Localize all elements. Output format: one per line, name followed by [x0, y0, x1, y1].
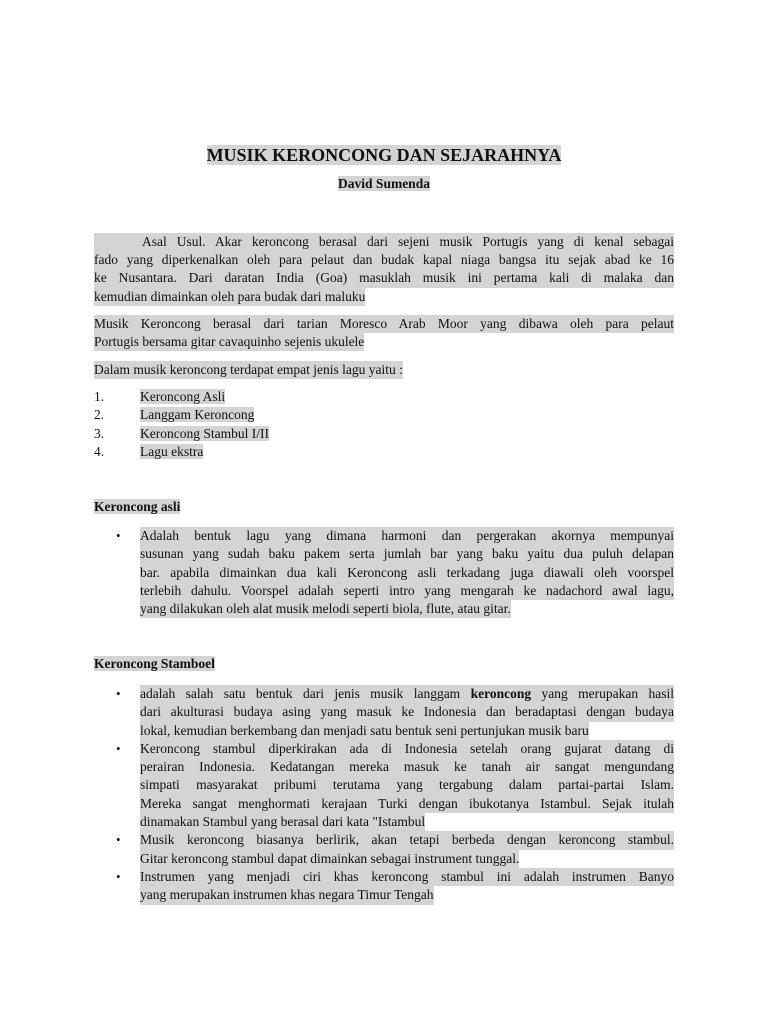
list-item: • Keroncong stambul diperkirakan ada di Indonesia setelah orang gujarat datang di perairan Indonesia. Kedatangan mereka masuk ke tanah air sangat mengundang simpati masyarakat pribumi terutama yang tergabung dalam partai-partai Islam. Mereka sangat menghormati kerajaan Turki dengan ibukotanya Istambul. Sejak itulah dinamakan Stambul yang berasal dari kata "Istambul	[94, 740, 674, 831]
list-item: • Musik keroncong biasanya berlirik, akan tetapi berbeda dengan keroncong stambul. Gitar keroncong stambul dapat dimainkan sebagai instrument tunggal.	[94, 831, 674, 868]
list-item: 2. Langgam Keroncong	[94, 407, 255, 423]
keroncong-stamboel-list	[94, 685, 674, 905]
list-item: • Instrumen yang menjadi ciri khas keroncong stambul ini adalah instrumen Banyo yang merupakan instrumen khas negara Timur Tengah	[94, 868, 674, 905]
bullet-icon: •	[116, 686, 121, 701]
list-item: 3. Keroncong Stambul I/II	[94, 425, 269, 441]
intro-paragraph: Asal Usul. Akar keroncong berasal dari sejeni musik Portugis yang di kenal sebagai fado yang diperkenalkan oleh para pelaut dan budak kapal niaga bangsa itu sejak abad ke 16 ke Nusantara. Dari daratan India (Goa) masuklah musik ini pertama kali di malaka dan kemudian dimainkan oleh para budak dari maluku	[94, 233, 674, 306]
document-title: MUSIK KERONCONG DAN SEJARAHNYA	[206, 145, 562, 165]
bold-term: keroncong	[470, 686, 532, 701]
bullet-icon: •	[116, 740, 121, 756]
section-heading-keroncong-stamboel: Keroncong Stamboel	[94, 656, 215, 671]
list-item: 4. Lagu ekstra	[94, 444, 204, 460]
list-item: • Adalah bentuk lagu yang dimana harmoni dan pergerakan akornya mempunyai susunan yang sudah baku pakem serta jumlah bar yang baku yaitu dua puluh delapan bar. apabila dimainkan dua kali Keroncong asli terkadang juga diawali oleh voorspel terlebih dahulu. Voorspel adalah seperti intro yang mengarah ke nadachord awal lagu, yang dilakukan oleh alat musik melodi seperti biola, flute, atau gitar.	[94, 527, 674, 618]
list-item: 1. Keroncong Asli	[94, 389, 226, 404]
song-types-list	[94, 388, 269, 462]
origin-paragraph: Musik Keroncong berasal dari tarian Moresco Arab Moor yang dibawa oleh para pelaut Portugis bersama gitar cavaquinho sejenis ukulele	[94, 315, 674, 351]
section-heading-keroncong-asli: Keroncong asli	[94, 499, 181, 514]
list-intro: Dalam musik keroncong terdapat empat jenis lagu yaitu :	[94, 361, 674, 379]
bullet-icon: •	[116, 868, 121, 884]
bullet-icon: •	[116, 832, 121, 848]
document-author: David Sumenda	[338, 176, 430, 191]
bullet-icon: •	[116, 528, 121, 543]
keroncong-asli-list	[94, 527, 674, 618]
list-item: • adalah salah satu bentuk dari jenis musik langgam keroncong yang merupakan hasil dari akulturasi budaya asing yang masuk ke Indonesia dan beradaptasi dengan budaya lokal, kemudian berkembang dan menjadi satu bentuk seni pertunjukan musik baru	[94, 685, 674, 740]
